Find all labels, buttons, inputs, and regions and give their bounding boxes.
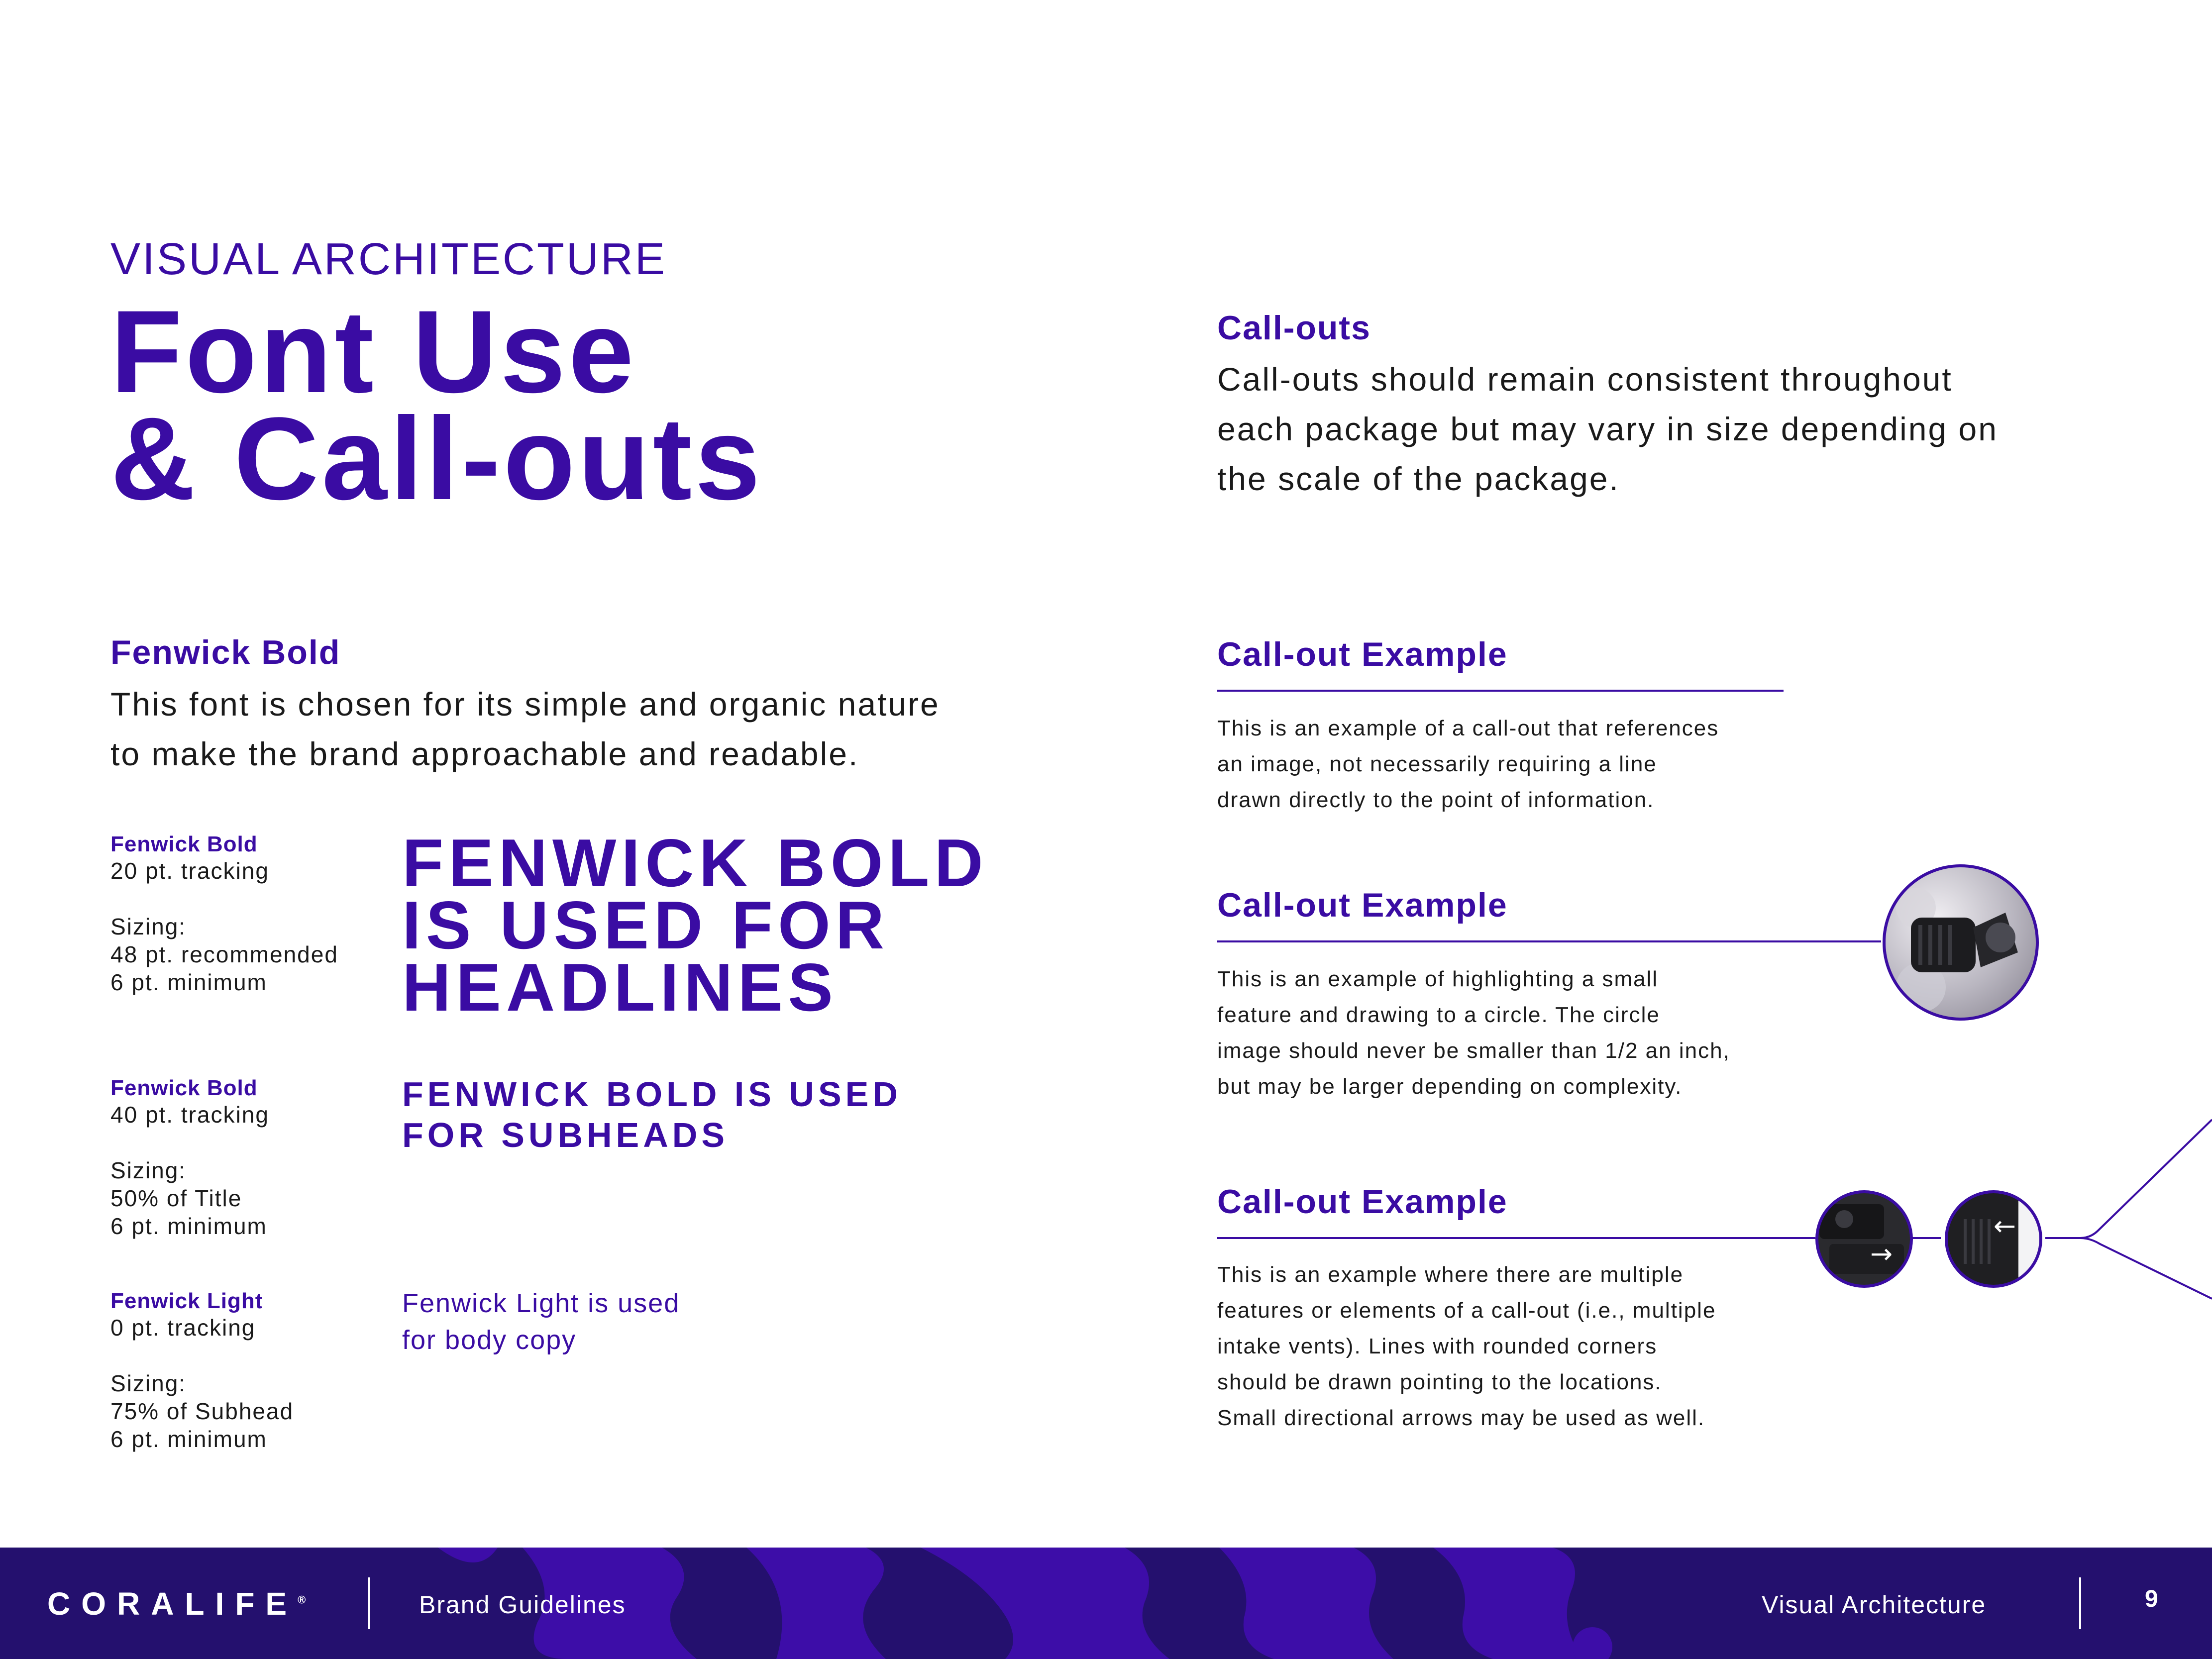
page-title [110, 286, 763, 524]
font-intro-line2: to make the brand approachable and readable. [110, 735, 859, 772]
right-arrow-icon: → [1870, 1238, 1893, 1269]
footer-divider [2079, 1577, 2081, 1629]
callouts-body [1217, 354, 1998, 504]
pump-detail-icon [1881, 863, 2040, 1022]
headline-sample-line1: FENWICK BOLD [402, 825, 988, 901]
spec-sizing-label: Sizing: [110, 1370, 187, 1396]
footer-divider [368, 1577, 370, 1629]
subhead-sample-line1: FENWICK BOLD IS USED [402, 1075, 902, 1114]
callout-circle-image [1881, 863, 2040, 1022]
callouts-body-line2: each package but may vary in size depending on [1217, 411, 1998, 447]
callout-body-line: This is an example where there are multiple [1217, 1262, 1684, 1287]
callout-body-line: drawn directly to the point of information. [1217, 788, 1655, 812]
font-intro-heading: Fenwick Bold [110, 633, 341, 671]
callout-body-line: intake vents). Lines with rounded corners [1217, 1334, 1658, 1358]
body-sample [402, 1285, 680, 1358]
spec-sizing-label: Sizing: [110, 914, 187, 939]
spec-sizing-line: 6 pt. minimum [110, 1213, 267, 1239]
body-sample-line2: for body copy [402, 1325, 577, 1355]
headline-sample-line2: IS USED FOR [402, 887, 889, 963]
spec-tracking: 40 pt. tracking [110, 1102, 269, 1128]
footer-section: Visual Architecture [1762, 1591, 1987, 1619]
page-title-line2: & Call-outs [110, 393, 763, 524]
callout-body-line: but may be larger depending on complexity. [1217, 1074, 1683, 1099]
footer-doc-name: Brand Guidelines [419, 1591, 626, 1619]
registered-mark: ® [298, 1593, 306, 1606]
callout-body-line: This is an example of highlighting a small [1217, 967, 1659, 991]
vent-detail-icon [1814, 1189, 1914, 1289]
spec-sizing-line: 6 pt. minimum [110, 969, 267, 995]
callout-body-line: feature and drawing to a circle. The circle [1217, 1003, 1660, 1027]
headline-sample-line3: HEADLINES [402, 949, 838, 1025]
callout-example-heading: Call-out Example [1217, 1183, 1508, 1221]
callout-connector-line [1217, 940, 1881, 942]
font-spec-subhead [110, 1076, 269, 1240]
spec-sizing-line: 48 pt. recommended [110, 941, 338, 967]
spec-tracking: 0 pt. tracking [110, 1315, 256, 1341]
callout-body-line: should be drawn pointing to the locations. [1217, 1370, 1662, 1394]
callout-example-body [1217, 961, 1730, 1105]
subhead-sample [402, 1074, 902, 1155]
headline-sample [402, 825, 988, 1025]
multi-callout-connector [1214, 1110, 2212, 1309]
spec-font-name: Fenwick Bold [110, 1076, 258, 1100]
font-intro-body [110, 679, 940, 779]
callout-small-circle-1 [1814, 1189, 1914, 1289]
callout-example-heading: Call-out Example [1217, 886, 1508, 924]
brand-logo-text: CORALIFE [47, 1586, 298, 1622]
spec-sizing-line: 6 pt. minimum [110, 1426, 267, 1452]
spec-font-name: Fenwick Light [110, 1289, 263, 1313]
callout-body-line: Small directional arrows may be used as well. [1217, 1406, 1705, 1430]
callout-example-heading: Call-out Example [1217, 635, 1508, 673]
callout-example-body [1217, 711, 1719, 818]
callout-underline [1217, 690, 1784, 692]
spec-sizing-line: 50% of Title [110, 1185, 242, 1211]
callout-body-line: This is an example of a call-out that references [1217, 716, 1719, 740]
font-spec-headline [110, 832, 338, 996]
left-arrow-icon: ← [1994, 1210, 2016, 1242]
callout-body-line: image should never be smaller than 1/2 an inch, [1217, 1038, 1730, 1063]
page-title-line1: Font Use [110, 286, 637, 417]
subhead-sample-line2: FOR SUBHEADS [402, 1116, 729, 1154]
callouts-body-line3: the scale of the package. [1217, 460, 1620, 497]
body-sample-line1: Fenwick Light is used [402, 1288, 680, 1318]
spec-sizing-label: Sizing: [110, 1157, 187, 1183]
callout-body-line: features or elements of a call-out (i.e., multiple [1217, 1298, 1716, 1323]
callouts-body-line1: Call-outs should remain consistent throughout [1217, 361, 1953, 398]
callouts-heading: Call-outs [1217, 309, 1371, 347]
spec-font-name: Fenwick Bold [110, 832, 258, 856]
page-number: 9 [2145, 1586, 2158, 1612]
callout-small-circle-2 [1944, 1189, 2043, 1289]
font-intro-line1: This font is chosen for its simple and organic nature [110, 686, 940, 723]
brand-logo [47, 1585, 306, 1622]
font-spec-body [110, 1289, 294, 1453]
callout-body-line: an image, not necessarily requiring a line [1217, 752, 1657, 776]
footer [0, 1548, 2212, 1659]
section-kicker: VISUAL ARCHITECTURE [110, 234, 667, 284]
spec-sizing-line: 75% of Subhead [110, 1398, 294, 1424]
spec-tracking: 20 pt. tracking [110, 858, 269, 884]
